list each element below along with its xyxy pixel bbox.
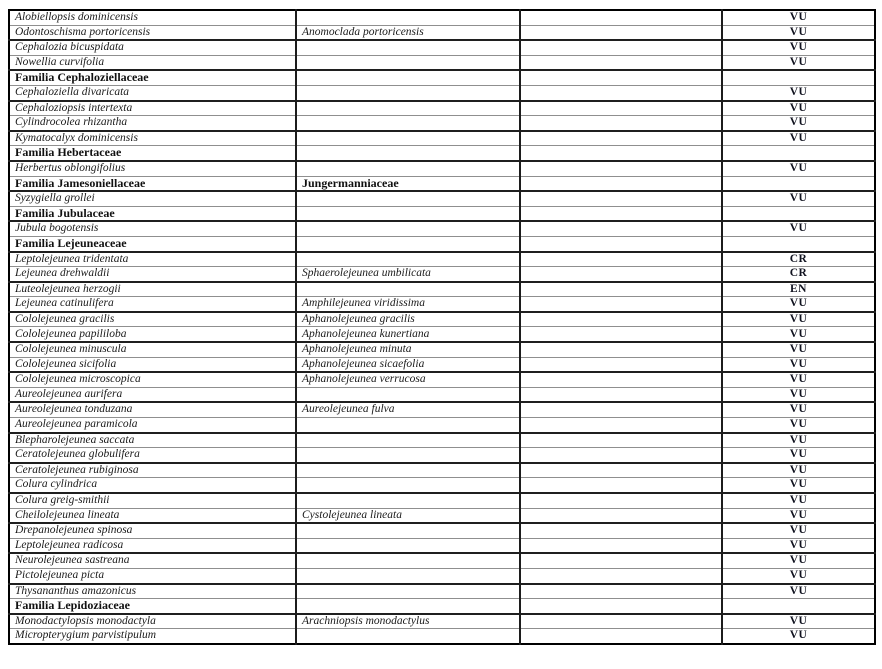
- notes-cell: [520, 267, 722, 282]
- notes-cell: [520, 146, 722, 161]
- notes-cell: [520, 553, 722, 568]
- synonym-name-cell: [296, 584, 520, 599]
- species-name-cell: Cololejeunea papililoba: [9, 327, 296, 342]
- status-code-cell: VU: [722, 312, 875, 327]
- notes-cell: [520, 418, 722, 433]
- status-code-cell: VU: [722, 418, 875, 433]
- synonym-name-cell: Aphanolejeunea minuta: [296, 342, 520, 357]
- species-row: [9, 40, 875, 55]
- synonym-name-cell: [296, 252, 520, 267]
- synonym-name-cell: Aphanolejeunea sicaefolia: [296, 357, 520, 372]
- species-row: [9, 387, 875, 402]
- species-name-cell: Nowellia curvifolia: [9, 55, 296, 70]
- species-row: [9, 418, 875, 433]
- synonym-name-cell: [296, 463, 520, 478]
- species-name-cell: Lejeunea catinulifera: [9, 297, 296, 312]
- synonym-name-cell: Aphanolejeunea verrucosa: [296, 372, 520, 387]
- species-row: [9, 327, 875, 342]
- species-table-body: [9, 10, 875, 644]
- synonym-name-cell: Amphilejeunea viridissima: [296, 297, 520, 312]
- synonym-name-cell: [296, 70, 520, 85]
- notes-cell: [520, 206, 722, 221]
- synonym-name-cell: [296, 448, 520, 463]
- status-code-cell: VU: [722, 25, 875, 40]
- status-code-cell: VU: [722, 10, 875, 25]
- species-row: [9, 267, 875, 282]
- notes-cell: [520, 433, 722, 448]
- status-code-cell: [722, 206, 875, 221]
- species-name-cell: Odontoschisma portoricensis: [9, 25, 296, 40]
- status-code-cell: VU: [722, 221, 875, 236]
- status-code-cell: [722, 70, 875, 85]
- notes-cell: [520, 523, 722, 538]
- species-row: [9, 478, 875, 493]
- notes-cell: [520, 342, 722, 357]
- species-name-cell: Leptolejeunea tridentata: [9, 252, 296, 267]
- species-row: [9, 131, 875, 146]
- status-code-cell: [722, 599, 875, 614]
- synonym-name-cell: [296, 568, 520, 583]
- species-status-table: [8, 9, 876, 645]
- species-row: [9, 493, 875, 508]
- species-name-cell: Ceratolejeunea globulifera: [9, 448, 296, 463]
- species-row: [9, 538, 875, 553]
- notes-cell: [520, 252, 722, 267]
- status-code-cell: VU: [722, 101, 875, 116]
- species-row: [9, 282, 875, 297]
- family-header-row: [9, 70, 875, 85]
- synonym-name-cell: [296, 10, 520, 25]
- synonym-name-cell: [296, 206, 520, 221]
- species-row: [9, 101, 875, 116]
- notes-cell: [520, 372, 722, 387]
- species-row: [9, 584, 875, 599]
- status-code-cell: VU: [722, 553, 875, 568]
- notes-cell: [520, 629, 722, 644]
- status-code-cell: VU: [722, 297, 875, 312]
- status-code-cell: VU: [722, 629, 875, 644]
- species-row: [9, 252, 875, 267]
- species-name-cell: Cololejeunea microscopica: [9, 372, 296, 387]
- synonym-name-cell: Aureolejeunea fulva: [296, 402, 520, 417]
- notes-cell: [520, 538, 722, 553]
- species-name-cell: Jubula bogotensis: [9, 221, 296, 236]
- species-name-cell: Micropterygium parvistipulum: [9, 629, 296, 644]
- species-name-cell: Cylindrocolea rhizantha: [9, 116, 296, 131]
- notes-cell: [520, 327, 722, 342]
- notes-cell: [520, 478, 722, 493]
- species-name-cell: Herbertus oblongifolius: [9, 161, 296, 176]
- notes-cell: [520, 614, 722, 629]
- status-code-cell: VU: [722, 523, 875, 538]
- species-name-cell: Aureolejeunea paramicola: [9, 418, 296, 433]
- synonym-name-cell: [296, 282, 520, 297]
- status-code-cell: VU: [722, 463, 875, 478]
- species-name-cell: Leptolejeunea radicosa: [9, 538, 296, 553]
- notes-cell: [520, 176, 722, 191]
- notes-cell: [520, 131, 722, 146]
- notes-cell: [520, 599, 722, 614]
- synonym-name-cell: [296, 221, 520, 236]
- species-name-cell: Blepharolejeunea saccata: [9, 433, 296, 448]
- species-name-cell: Cephaloziopsis intertexta: [9, 101, 296, 116]
- status-code-cell: VU: [722, 161, 875, 176]
- synonym-name-cell: Sphaerolejeunea umbilicata: [296, 267, 520, 282]
- status-code-cell: VU: [722, 448, 875, 463]
- species-name-cell: Monodactylopsis monodactyla: [9, 614, 296, 629]
- synonym-name-cell: [296, 599, 520, 614]
- status-code-cell: VU: [722, 402, 875, 417]
- family-header-row: [9, 176, 875, 191]
- species-row: [9, 508, 875, 523]
- status-code-cell: VU: [722, 387, 875, 402]
- synonym-name-cell: [296, 85, 520, 100]
- status-code-cell: [722, 176, 875, 191]
- synonym-name-cell: [296, 191, 520, 206]
- synonym-name-cell: [296, 553, 520, 568]
- notes-cell: [520, 40, 722, 55]
- synonym-name-cell: Jungermanniaceae: [296, 176, 520, 191]
- synonym-name-cell: [296, 478, 520, 493]
- species-row: [9, 614, 875, 629]
- notes-cell: [520, 463, 722, 478]
- notes-cell: [520, 191, 722, 206]
- status-code-cell: VU: [722, 85, 875, 100]
- status-code-cell: VU: [722, 614, 875, 629]
- species-name-cell: Alobiellopsis dominicensis: [15, 11, 138, 24]
- synonym-name-cell: [296, 236, 520, 251]
- status-code-cell: VU: [722, 568, 875, 583]
- species-name-cell: Familia Cephaloziellaceae: [9, 70, 296, 85]
- synonym-name-cell: Aphanolejeunea gracilis: [296, 312, 520, 327]
- synonym-name-cell: [296, 146, 520, 161]
- species-row: [9, 463, 875, 478]
- status-code-cell: VU: [722, 493, 875, 508]
- synonym-name-cell: Arachniopsis monodactylus: [296, 614, 520, 629]
- species-row: [9, 116, 875, 131]
- notes-cell: [520, 402, 722, 417]
- species-name-cell: Colura cylindrica: [9, 478, 296, 493]
- species-name-cell: Cheilolejeunea lineata: [9, 508, 296, 523]
- status-code-cell: VU: [722, 131, 875, 146]
- status-code-cell: VU: [722, 478, 875, 493]
- species-row: [9, 312, 875, 327]
- synonym-name-cell: [296, 40, 520, 55]
- species-name-cell: Cololejeunea sicifolia: [9, 357, 296, 372]
- status-code-cell: VU: [722, 55, 875, 70]
- species-name-cell: Colura greig-smithii: [9, 493, 296, 508]
- synonym-name-cell: [296, 538, 520, 553]
- species-name-cell: Cololejeunea minuscula: [9, 342, 296, 357]
- species-row: [9, 402, 875, 417]
- synonym-name-cell: [296, 387, 520, 402]
- species-row: [9, 433, 875, 448]
- status-code-cell: VU: [722, 40, 875, 55]
- status-code-cell: CR: [722, 267, 875, 282]
- notes-cell: [520, 85, 722, 100]
- synonym-name-cell: [296, 161, 520, 176]
- status-code-cell: VU: [722, 327, 875, 342]
- status-code-cell: VU: [722, 191, 875, 206]
- synonym-name-cell: [296, 523, 520, 538]
- notes-cell: [520, 493, 722, 508]
- status-code-cell: VU: [722, 584, 875, 599]
- notes-cell: [520, 70, 722, 85]
- notes-cell: [520, 236, 722, 251]
- species-row: [9, 342, 875, 357]
- synonym-name-cell: [296, 493, 520, 508]
- species-name-cell: Familia Jamesoniellaceae: [9, 176, 296, 191]
- species-row: [9, 25, 875, 40]
- species-row: [9, 568, 875, 583]
- species-name-cell: Cololejeunea gracilis: [9, 312, 296, 327]
- species-row: [9, 448, 875, 463]
- species-row: [9, 85, 875, 100]
- notes-cell: [520, 448, 722, 463]
- species-name-cell: Thysananthus amazonicus: [9, 584, 296, 599]
- status-code-cell: VU: [722, 357, 875, 372]
- species-name-cell: Aureolejeunea tonduzana: [9, 402, 296, 417]
- species-row: [9, 629, 875, 644]
- family-header-row: [9, 206, 875, 221]
- species-name-cell: Drepanolejeunea spinosa: [9, 523, 296, 538]
- species-name-cell: Neurolejeunea sastreana: [9, 553, 296, 568]
- status-code-cell: VU: [722, 116, 875, 131]
- synonym-name-cell: [296, 433, 520, 448]
- notes-cell: [520, 312, 722, 327]
- notes-cell: [520, 508, 722, 523]
- species-row: [9, 523, 875, 538]
- synonym-name-cell: [296, 418, 520, 433]
- species-name-cell: Pictolejeunea picta: [9, 568, 296, 583]
- species-row: [9, 191, 875, 206]
- species-name-cell: Aureolejeunea aurifera: [9, 387, 296, 402]
- status-code-cell: EN: [722, 282, 875, 297]
- notes-cell: [520, 116, 722, 131]
- notes-cell: [520, 10, 722, 25]
- species-name-cell: Syzygiella grollei: [9, 191, 296, 206]
- notes-cell: [520, 221, 722, 236]
- synonym-name-cell: Anomoclada portoricensis: [296, 25, 520, 40]
- notes-cell: [520, 568, 722, 583]
- notes-cell: [520, 101, 722, 116]
- species-row: [9, 297, 875, 312]
- species-name-cell: Familia Jubulaceae: [9, 206, 296, 221]
- notes-cell: [520, 387, 722, 402]
- species-row: [9, 10, 875, 25]
- synonym-name-cell: [296, 629, 520, 644]
- synonym-name-cell: [296, 101, 520, 116]
- species-row: [9, 372, 875, 387]
- species-name-cell: Familia Hebertaceae: [9, 146, 296, 161]
- notes-cell: [520, 55, 722, 70]
- family-header-row: [9, 236, 875, 251]
- status-code-cell: VU: [722, 508, 875, 523]
- synonym-name-cell: Aphanolejeunea kunertiana: [296, 327, 520, 342]
- status-code-cell: VU: [722, 433, 875, 448]
- species-name-cell: Lejeunea drehwaldii: [9, 267, 296, 282]
- notes-cell: [520, 357, 722, 372]
- species-row: [9, 221, 875, 236]
- species-name-cell: Ceratolejeunea rubiginosa: [9, 463, 296, 478]
- status-code-cell: [722, 146, 875, 161]
- status-code-cell: VU: [722, 538, 875, 553]
- species-row: [9, 55, 875, 70]
- notes-cell: [520, 161, 722, 176]
- family-header-row: [9, 599, 875, 614]
- species-row: [9, 357, 875, 372]
- species-name-cell: Luteolejeunea herzogii: [9, 282, 296, 297]
- notes-cell: [520, 584, 722, 599]
- species-name-cell: Familia Lepidoziaceae: [9, 599, 296, 614]
- status-code-cell: VU: [722, 342, 875, 357]
- synonym-name-cell: [296, 55, 520, 70]
- notes-cell: [520, 282, 722, 297]
- species-name-cell: Cephaloziella divaricata: [9, 85, 296, 100]
- synonym-name-cell: [296, 131, 520, 146]
- notes-cell: [520, 25, 722, 40]
- species-name-cell: Kymatocalyx dominicensis: [9, 131, 296, 146]
- status-code-cell: VU: [722, 372, 875, 387]
- species-row: [9, 553, 875, 568]
- notes-cell: [520, 297, 722, 312]
- family-header-row: [9, 146, 875, 161]
- status-code-cell: [722, 236, 875, 251]
- status-code-cell: CR: [722, 252, 875, 267]
- species-name-cell: Familia Lejeuneaceae: [9, 236, 296, 251]
- synonym-name-cell: Cystolejeunea lineata: [296, 508, 520, 523]
- synonym-name-cell: [296, 116, 520, 131]
- species-name-cell: Cephalozia bicuspidata: [9, 40, 296, 55]
- species-row: [9, 161, 875, 176]
